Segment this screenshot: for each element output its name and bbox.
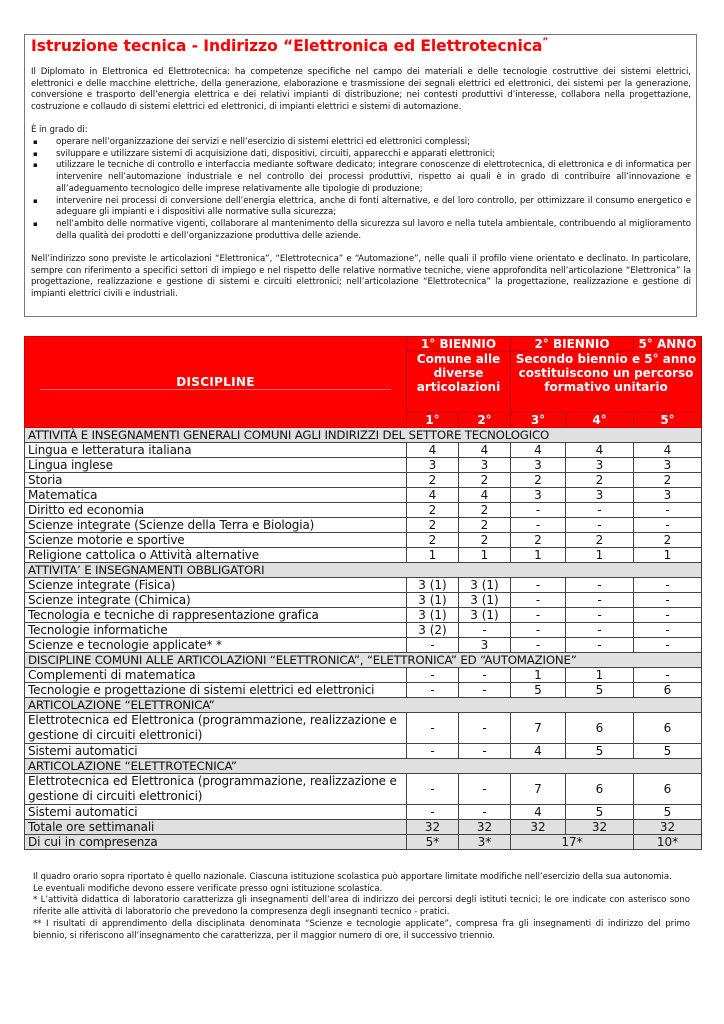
hours-cell: 3 (1) — [459, 608, 511, 623]
section-row — [25, 563, 702, 578]
hours-cell: - — [407, 638, 459, 653]
hours-cell: 4 — [459, 488, 511, 503]
hours-cell: 2 — [459, 533, 511, 548]
hours-cell: - — [634, 593, 702, 608]
compresenza-cell: 5* — [407, 835, 459, 850]
hours-cell: - — [459, 774, 511, 805]
anno5-header: 5° ANNO — [634, 337, 702, 352]
hours-cell: 3 (1) — [407, 608, 459, 623]
hours-cell: 1 — [511, 668, 566, 683]
hours-cell: 1 — [566, 548, 634, 563]
hours-cell: 2 — [511, 473, 566, 488]
ability-item — [31, 137, 691, 149]
table-row — [25, 623, 702, 638]
hours-cell: 5 — [566, 683, 634, 698]
subject-cell: Lingua e letteratura italiana — [25, 443, 407, 458]
table-row — [25, 443, 702, 458]
table-row — [25, 533, 702, 548]
section-title: ATTIVITÀ E INSEGNAMENTI GENERALI COMUNI AGLI INDIRIZZI DEL SETTORE TECNOLOGICO — [25, 428, 702, 443]
hours-cell: 3 (1) — [459, 578, 511, 593]
hours-table — [24, 336, 702, 850]
hours-cell: 1 — [634, 548, 702, 563]
hours-cell: 3 (1) — [459, 593, 511, 608]
table-row — [25, 518, 702, 533]
compresenza-row — [25, 835, 702, 850]
page-title-text: Istruzione tecnica - Indirizzo “Elettronica ed Elettrotecnica — [31, 37, 543, 55]
subject-cell: Tecnologie e progettazione di sistemi elettrici ed elettronici — [25, 683, 407, 698]
footnote: Il quadro orario sopra riportato è quello nazionale. Ciascuna istituzione scolastica può apportare limitate modifiche nell’esercizio della sua autonomia. — [33, 872, 672, 882]
hours-cell: 6 — [566, 713, 634, 744]
subject-cell: Scienze motorie e sportive — [25, 533, 407, 548]
biennio1-header: 1° BIENNIO — [407, 337, 511, 352]
compresenza-cell: 17* — [511, 835, 634, 850]
hours-cell: - — [566, 623, 634, 638]
hours-cell: 7 — [511, 774, 566, 805]
hours-cell: - — [459, 623, 511, 638]
table-row — [25, 683, 702, 698]
totals-cell: 32 — [407, 820, 459, 835]
table-row — [25, 458, 702, 473]
hours-cell: - — [634, 623, 702, 638]
year-header: 4° — [566, 413, 634, 428]
section-title: DISCIPLINE COMUNI ALLE ARTICOLAZIONI “ELETTRONICA”, “ELETTRONICA” ED “AUTOMAZIONE” — [25, 653, 702, 668]
hours-cell: - — [566, 503, 634, 518]
footnote: * L’attività didattica di laboratorio caratterizza gli insegnamenti dell’area di indirizzo dei percorsi degli istituti tecnici; le ore indicate con asterisco sono riferite alle attività di laboratorio che prevedono la compresenza degli insegnanti tecnico - pratici. — [33, 895, 690, 918]
section-title: ATTIVITA’ E INSEGNAMENTI OBBLIGATORI — [25, 563, 702, 578]
hours-cell: 2 — [459, 518, 511, 533]
hours-cell: 4 — [407, 443, 459, 458]
intro-box — [24, 34, 697, 317]
hours-cell: 6 — [634, 774, 702, 805]
hours-cell: 1 — [511, 548, 566, 563]
year-header: 3° — [511, 413, 566, 428]
ability-item — [31, 219, 691, 242]
subject-cell: Tecnologie informatiche — [25, 623, 407, 638]
section-row — [25, 698, 702, 713]
hours-cell: 1 — [459, 548, 511, 563]
subject-cell: Elettrotecnica ed Elettronica (programmazione, realizzazione e gestione di circuiti elettronici) — [25, 774, 407, 805]
disciplines-header: DISCIPLINE — [25, 337, 407, 428]
subject-cell: Matematica — [25, 488, 407, 503]
hours-cell: 1 — [407, 548, 459, 563]
triennio-description: Secondo biennio e 5° anno costituiscono un percorso formativo unitario — [511, 352, 702, 413]
hours-cell: 5 — [634, 805, 702, 820]
table-row — [25, 608, 702, 623]
bullet-icon: ▪ — [33, 196, 38, 205]
hours-cell: - — [634, 503, 702, 518]
hours-cell: 7 — [511, 713, 566, 744]
hours-cell: 6 — [634, 683, 702, 698]
hours-cell: 2 — [407, 503, 459, 518]
table-row — [25, 473, 702, 488]
hours-cell: 3 (1) — [407, 578, 459, 593]
section-row — [25, 759, 702, 774]
hours-cell: 2 — [566, 533, 634, 548]
hours-cell: 3 — [634, 488, 702, 503]
hours-cell: 1 — [566, 668, 634, 683]
hours-cell: 4 — [459, 443, 511, 458]
hours-cell: - — [511, 608, 566, 623]
hours-cell: 2 — [459, 473, 511, 488]
header-row-periods — [25, 337, 702, 352]
ability-text: utilizzare le tecniche di controllo e interfaccia mediante software dedicato; integrare conoscenze di elettrotecnica, di elettronica e di informatica per intervenire nell’automazione industriale e nel controllo dei processi produttivi, rispetto ai quali è in grado di contribuire all’innovazione e all’adeguamento tecnologico delle imprese relativamente alle tipologie di produzione; — [56, 160, 691, 194]
hours-cell: 5 — [566, 744, 634, 759]
table-row — [25, 503, 702, 518]
hours-cell: - — [634, 578, 702, 593]
ability-item — [31, 160, 691, 195]
subject-cell: Lingua inglese — [25, 458, 407, 473]
hours-cell: 3 — [634, 458, 702, 473]
table-row — [25, 488, 702, 503]
compresenza-label: Di cui in compresenza — [25, 835, 407, 850]
section-title: ARTICOLAZIONE “ELETTROTECNICA” — [25, 759, 702, 774]
hours-cell: 5 — [566, 805, 634, 820]
hours-cell: - — [634, 608, 702, 623]
ability-item — [31, 149, 691, 161]
totals-cell: 32 — [511, 820, 566, 835]
totals-cell: 32 — [459, 820, 511, 835]
section-title: ARTICOLAZIONE “ELETTRONICA” — [25, 698, 702, 713]
hours-cell: 6 — [634, 713, 702, 744]
footnote: Le eventuali modifiche devono essere verificate presso ogni istituzione scolastica. — [33, 883, 383, 894]
hours-cell: 3 — [566, 458, 634, 473]
hours-cell: 6 — [566, 774, 634, 805]
ability-item — [31, 196, 691, 219]
title-close-quote: ” — [542, 37, 549, 47]
subject-cell: Scienze integrate (Fisica) — [25, 578, 407, 593]
table-row — [25, 774, 702, 805]
hours-cell: 3 — [459, 458, 511, 473]
hours-cell: 5 — [511, 683, 566, 698]
hours-cell: 2 — [459, 503, 511, 518]
hours-cell: 2 — [566, 473, 634, 488]
year-header: 5° — [634, 413, 702, 428]
hours-cell: - — [566, 608, 634, 623]
year-header: 1° — [407, 413, 459, 428]
subject-cell: Scienze integrate (Chimica) — [25, 593, 407, 608]
table-row — [25, 668, 702, 683]
section-row — [25, 428, 702, 443]
hours-cell: 2 — [634, 533, 702, 548]
bullet-icon: ▪ — [33, 161, 38, 170]
hours-cell: - — [634, 668, 702, 683]
subject-cell: Religione cattolica o Attività alternative — [25, 548, 407, 563]
hours-cell: 3 — [511, 458, 566, 473]
bullet-icon: ▪ — [33, 149, 38, 158]
hours-cell: - — [566, 578, 634, 593]
compresenza-cell: 3* — [459, 835, 511, 850]
hours-cell: 4 — [511, 744, 566, 759]
totals-label: Totale ore settimanali — [25, 820, 407, 835]
hours-cell: - — [407, 805, 459, 820]
hours-cell: - — [511, 518, 566, 533]
ability-text: operare nell’organizzazione dei servizi e nell’esercizio di sistemi elettrici ed elettronici complessi; — [56, 137, 470, 148]
hours-cell: - — [511, 623, 566, 638]
hours-cell: - — [511, 593, 566, 608]
hours-cell: - — [407, 668, 459, 683]
hours-cell: - — [511, 578, 566, 593]
hours-cell: - — [634, 518, 702, 533]
hours-cell: 3 — [407, 458, 459, 473]
totals-cell: 32 — [634, 820, 702, 835]
ability-text: intervenire nei processi di conversione dell’energia elettrica, anche di fonti alternative, e del loro controllo, per ottimizzare il consumo energetico e adeguare gli impianti e i dispositivi alle normative sulla sicurezza; — [56, 195, 691, 218]
hours-cell: - — [511, 503, 566, 518]
hours-cell: - — [634, 638, 702, 653]
hours-cell: 2 — [407, 533, 459, 548]
hours-cell: - — [407, 713, 459, 744]
totals-row — [25, 820, 702, 835]
hours-cell: - — [566, 593, 634, 608]
hours-cell: - — [407, 774, 459, 805]
hours-cell: 5 — [634, 744, 702, 759]
footnote: ** I risultati di apprendimento della disciplinata denominata “Scienze e tecnologie applicate”, compresa fra gli insegnamenti di indirizzo del primo biennio, si riferiscono all’insegnamento che caratterizza, per il maggior numero di ore, il successivo triennio. — [33, 918, 690, 941]
subject-cell: Sistemi automatici — [25, 805, 407, 820]
footnotes — [33, 872, 690, 942]
subject-cell: Tecnologia e tecniche di rappresentazione grafica — [25, 608, 407, 623]
hours-cell: - — [566, 518, 634, 533]
hours-cell: 4 — [566, 443, 634, 458]
hours-cell: - — [407, 683, 459, 698]
bullet-icon: ▪ — [33, 219, 38, 228]
hours-cell: - — [459, 805, 511, 820]
hours-cell: - — [459, 713, 511, 744]
compresenza-cell: 10* — [634, 835, 702, 850]
biennio2-header: 2° BIENNIO — [511, 337, 634, 352]
hours-cell: 2 — [407, 473, 459, 488]
hours-cell: 4 — [511, 805, 566, 820]
hours-cell: - — [566, 638, 634, 653]
abilities-heading: È in grado di: — [31, 125, 88, 136]
hours-cell: 3 — [459, 638, 511, 653]
subject-cell: Complementi di matematica — [25, 668, 407, 683]
subject-cell: Sistemi automatici — [25, 744, 407, 759]
totals-cell: 32 — [566, 820, 634, 835]
subject-cell: Scienze e tecnologie applicate* * — [25, 638, 407, 653]
hours-cell: - — [407, 744, 459, 759]
table-row — [25, 593, 702, 608]
hours-cell: 3 (1) — [407, 593, 459, 608]
table-row — [25, 805, 702, 820]
hours-cell: 2 — [511, 533, 566, 548]
table-row — [25, 548, 702, 563]
subject-cell: Elettrotecnica ed Elettronica (programmazione, realizzazione e gestione di circuiti elettronici) — [25, 713, 407, 744]
table-row — [25, 744, 702, 759]
hours-cell: 4 — [407, 488, 459, 503]
hours-cell: - — [459, 683, 511, 698]
year-header: 2° — [459, 413, 511, 428]
articolazioni-paragraph: Nell’indirizzo sono previste le articolazioni “Elettronica”, “Elettrotecnica” e “Automazione”, nelle quali il profilo viene orientato e declinato. In particolare, sempre con riferimento a specifici settori di impiego e nel rispetto delle relative normative tecniche, viene approfondita nell’articolazione “Elettronica” la progettazione, realizzazione e gestione di sistemi e circuiti elettronici; nell’articolazione “Elettrotecnica” la progettazione, realizzazione e gestione di impianti elettrici civili e industriali. — [31, 253, 691, 299]
hours-cell: - — [459, 744, 511, 759]
page-title — [31, 37, 691, 55]
table-row — [25, 713, 702, 744]
hours-cell: 2 — [407, 518, 459, 533]
hours-cell: 2 — [634, 473, 702, 488]
table-row — [25, 638, 702, 653]
subject-cell: Diritto ed economia — [25, 503, 407, 518]
intro-paragraph: Il Diplomato in Elettronica ed Elettrotecnica: ha competenze specifiche nel campo dei materiali e delle tecnologie costruttive dei sistemi elettrici, elettronici e delle macchine elettriche, della generazione, elaborazione e trasmissione dei segnali elettrici ed elettronici, dei sistemi per la generazione, conversione e trasporto dell’energia elettrica e dei relativi impianti di distribuzione; nei contesti produttivi d’interesse, collabora nella progettazione, costruzione e collaudo di sistemi elettrici ed elettronici, di impianti elettrici e sistemi di automazione. — [31, 67, 691, 113]
hours-cell: 4 — [634, 443, 702, 458]
abilities-list — [31, 137, 691, 242]
hours-cell: 3 — [566, 488, 634, 503]
hours-cell: - — [459, 668, 511, 683]
subject-cell: Scienze integrate (Scienze della Terra e Biologia) — [25, 518, 407, 533]
hours-cell: - — [511, 638, 566, 653]
ability-text: sviluppare e utilizzare sistemi di acquisizione dati, dispositivi, circuiti, apparecchi e apparati elettronici; — [56, 148, 496, 159]
hours-cell: 3 — [511, 488, 566, 503]
section-row — [25, 653, 702, 668]
ability-text: nell’ambito delle normative vigenti, collaborare al mantenimento della sicurezza sul lavoro e nella tutela ambientale, contribuendo al miglioramento della qualità dei prodotti e dell’organizzazione produttiva delle aziende. — [56, 218, 691, 241]
table-row — [25, 578, 702, 593]
biennio1-description: Comune alle diverse articolazioni — [407, 352, 511, 413]
hours-cell: 4 — [511, 443, 566, 458]
hours-cell: 3 (2) — [407, 623, 459, 638]
subject-cell: Storia — [25, 473, 407, 488]
bullet-icon: ▪ — [33, 138, 38, 147]
